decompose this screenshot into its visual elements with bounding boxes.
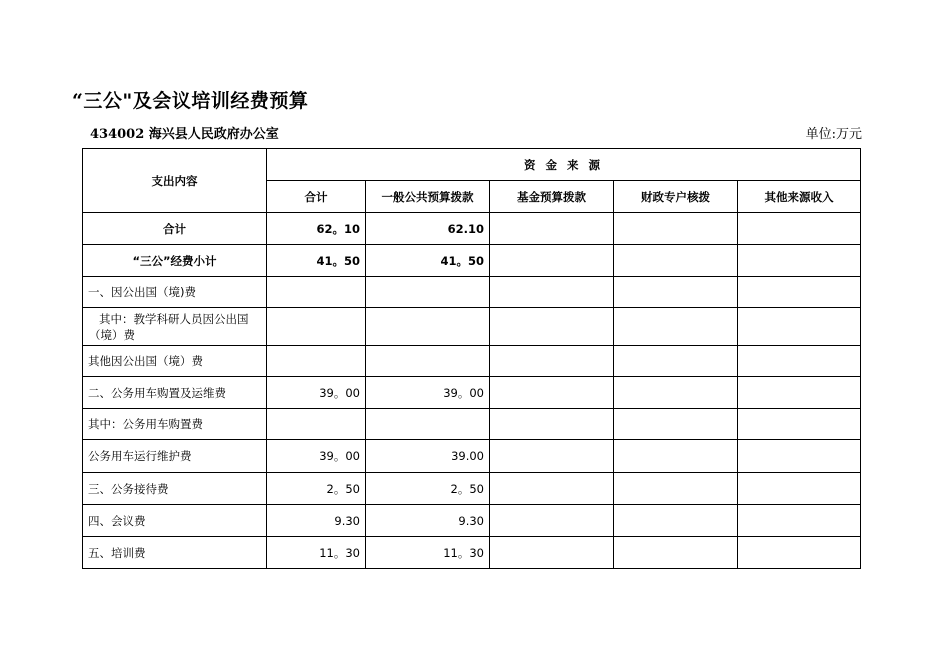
row-label: 其中：教学科研人员因公出国（境）费	[83, 308, 267, 346]
cell-total	[267, 346, 366, 377]
cell-special	[614, 505, 738, 537]
cell-other	[738, 277, 861, 308]
document-title: “三公"及会议培训经费预算	[72, 90, 309, 112]
header-funding-source: 资 金 来 源	[267, 149, 861, 181]
cell-other	[738, 409, 861, 440]
row-label: 五、培训费	[83, 537, 267, 569]
header-col-general: 一般公共预算拨款	[366, 181, 490, 213]
cell-fund	[490, 505, 614, 537]
cell-fund	[490, 409, 614, 440]
cell-general	[366, 277, 490, 308]
header-col-fund: 基金预算拨款	[490, 181, 614, 213]
cell-other	[738, 473, 861, 505]
organization-label: 434002 海兴县人民政府办公室	[90, 127, 279, 142]
table-row-overseas-research	[83, 308, 861, 346]
row-label: 三、公务接待费	[83, 473, 267, 505]
table-row-total	[83, 213, 861, 245]
cell-special	[614, 308, 738, 346]
cell-general	[366, 409, 490, 440]
cell-special	[614, 346, 738, 377]
header-col-other: 其他来源收入	[738, 181, 861, 213]
cell-special	[614, 440, 738, 473]
cell-total: 39。00	[267, 440, 366, 473]
cell-special	[614, 245, 738, 277]
table-row-training	[83, 537, 861, 569]
header-row-1	[83, 149, 861, 181]
table-row-vehicle	[83, 377, 861, 409]
table-row-overseas	[83, 277, 861, 308]
cell-general: 39.00	[366, 440, 490, 473]
row-label: 合计	[83, 213, 267, 245]
header-col-special: 财政专户核拨	[614, 181, 738, 213]
cell-special	[614, 473, 738, 505]
unit-label: 单位:万元	[805, 127, 862, 142]
table-row-reception	[83, 473, 861, 505]
cell-special	[614, 409, 738, 440]
cell-general	[366, 308, 490, 346]
cell-special	[614, 537, 738, 569]
cell-general: 11。30	[366, 537, 490, 569]
row-label: 公务用车运行维护费	[83, 440, 267, 473]
table-row-meeting	[83, 505, 861, 537]
cell-other	[738, 537, 861, 569]
row-label: 二、公务用车购置及运维费	[83, 377, 267, 409]
row-label: 其他因公出国（境）费	[83, 346, 267, 377]
cell-total	[267, 308, 366, 346]
cell-other	[738, 346, 861, 377]
cell-fund	[490, 473, 614, 505]
cell-total: 9.30	[267, 505, 366, 537]
cell-general: 2。50	[366, 473, 490, 505]
header-col-total: 合计	[267, 181, 366, 213]
cell-other	[738, 308, 861, 346]
table-row-sangong-subtotal	[83, 245, 861, 277]
header-expenditure: 支出内容	[83, 149, 267, 213]
table-row-vehicle-operation	[83, 440, 861, 473]
cell-total: 11。30	[267, 537, 366, 569]
row-label: 其中：公务用车购置费	[83, 409, 267, 440]
cell-general: 9.30	[366, 505, 490, 537]
cell-other	[738, 245, 861, 277]
cell-other	[738, 377, 861, 409]
cell-fund	[490, 440, 614, 473]
cell-total	[267, 277, 366, 308]
cell-other	[738, 440, 861, 473]
cell-other	[738, 505, 861, 537]
cell-general: 39。00	[366, 377, 490, 409]
cell-general: 62.10	[366, 213, 490, 245]
cell-total: 39。00	[267, 377, 366, 409]
cell-other	[738, 213, 861, 245]
cell-total: 62。10	[267, 213, 366, 245]
table-row-vehicle-purchase	[83, 409, 861, 440]
cell-fund	[490, 245, 614, 277]
table-caption	[90, 123, 862, 141]
cell-fund	[490, 346, 614, 377]
cell-special	[614, 213, 738, 245]
cell-fund	[490, 213, 614, 245]
cell-fund	[490, 377, 614, 409]
cell-fund	[490, 277, 614, 308]
cell-general	[366, 346, 490, 377]
cell-general: 41。50	[366, 245, 490, 277]
cell-special	[614, 377, 738, 409]
cell-total	[267, 409, 366, 440]
cell-fund	[490, 537, 614, 569]
cell-special	[614, 277, 738, 308]
cell-total: 41。50	[267, 245, 366, 277]
row-label: “三公”经费小计	[83, 245, 267, 277]
cell-fund	[490, 308, 614, 346]
row-label: 四、会议费	[83, 505, 267, 537]
table-row-overseas-other	[83, 346, 861, 377]
cell-total: 2。50	[267, 473, 366, 505]
row-label: 一、因公出国（境)费	[83, 277, 267, 308]
budget-table	[82, 148, 861, 569]
